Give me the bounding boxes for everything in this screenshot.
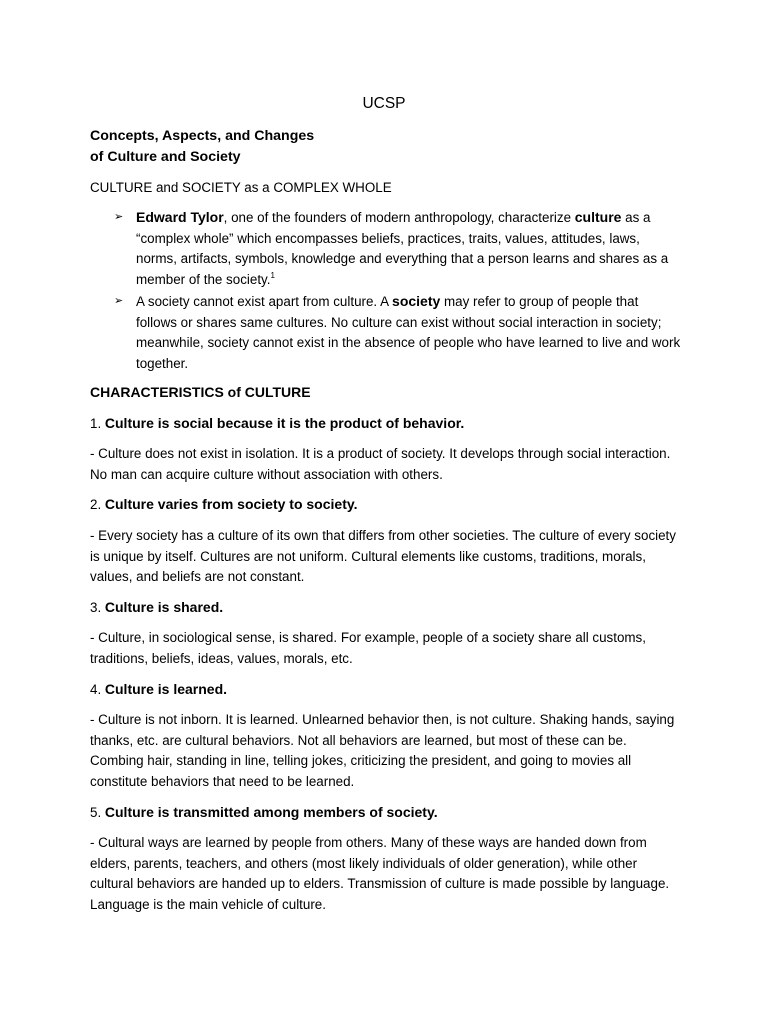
characteristic-title [90, 413, 680, 435]
characteristic-title-text: Culture is social because it is the product of behavior. [104, 415, 465, 431]
bullet-text: as a “complex whole” which encompasses beliefs, practices, traits, values, attitudes, laws, norms, artifacts, symbols, knowledge and everything that a person learns and shares as a member of the society. [136, 210, 669, 288]
characteristic-body: - Culture does not exist in isolation. It is a product of society. It develops through social interaction. No man can acquire culture without association with others. [90, 446, 671, 482]
characteristic-title-text: Culture varies from society to society. [104, 496, 358, 512]
bullet-bold-text: culture [574, 209, 622, 225]
bullet-item [90, 291, 681, 375]
characteristic-title [90, 679, 680, 701]
bullet-list [90, 207, 690, 375]
characteristic-body: - Every society has a culture of its own that differs from other societies. The culture of every society is unique by itself. Cultures are not uniform. Cultural elements like customs, traditions, morals, values, and beliefs are not constant. [90, 528, 676, 585]
characteristic-body: - Culture is not inborn. It is learned. Unlearned behavior then, is not culture. Shaking hands, saying thanks, etc. are cultural behaviors. Not all behaviors are learned, but most of these can be. Combing hair, standing in line, telling jokes, criticizing the president, and going to movies all constitute behaviors that need to be learned. [90, 712, 675, 790]
intro-heading: CULTURE and SOCIETY as a COMPLEX WHOLE [90, 180, 392, 195]
bullet-item [90, 207, 681, 291]
characteristic-number: 2. [90, 497, 105, 512]
characteristic-number: 5. [90, 805, 105, 820]
bullet-text: may refer to group of people that follows or shares same cultures. No culture can exist without social interaction in society; meanwhile, society cannot exist in the absence of people who have learned to live and work together. [136, 293, 681, 371]
characteristic-title-text: Culture is shared. [104, 599, 224, 615]
arrow-bullet-icon: ➢ [114, 211, 124, 223]
characteristic-number: 3. [90, 600, 105, 615]
characteristic-title-text: Culture is transmitted among members of society. [104, 804, 438, 820]
characteristic-title [90, 494, 680, 516]
heading-line-2: of Culture and Society [90, 149, 241, 165]
bullet-bold-text: society [392, 292, 441, 309]
characteristic-body: - Culture, in sociological sense, is shared. For example, people of a society share all customs, traditions, beliefs, ideas, values, morals, etc. [90, 630, 646, 666]
document-heading [90, 126, 390, 168]
bullet-bold-text: Edward Tylor [136, 209, 224, 225]
characteristics-heading: CHARACTERISTICS of CULTURE [90, 384, 311, 400]
arrow-bullet-icon: ➢ [114, 294, 124, 307]
characteristic-body: - Cultural ways are learned by people from others. Many of these ways are handed down from elders, parents, teachers, and others (most likely individuals of older generation), while other cultural behaviors are handed up to elders. Transmission of culture is made possible by language. Language is the main vehicle of culture. [90, 835, 670, 913]
characteristic-number: 1. [90, 416, 105, 431]
characteristic-title-text: Culture is learned. [104, 681, 228, 697]
bullet-text: A society cannot exist apart from culture. A [136, 293, 393, 309]
footnote-marker: 1 [270, 271, 275, 281]
characteristic-title [90, 802, 680, 824]
document-title: UCSP [362, 95, 406, 112]
characteristic-number: 4. [90, 682, 105, 697]
bullet-text: , one of the founders of modern anthropology, characterize [223, 210, 575, 225]
characteristic-title [90, 597, 680, 619]
heading-line-1: Concepts, Aspects, and Changes [90, 128, 315, 144]
